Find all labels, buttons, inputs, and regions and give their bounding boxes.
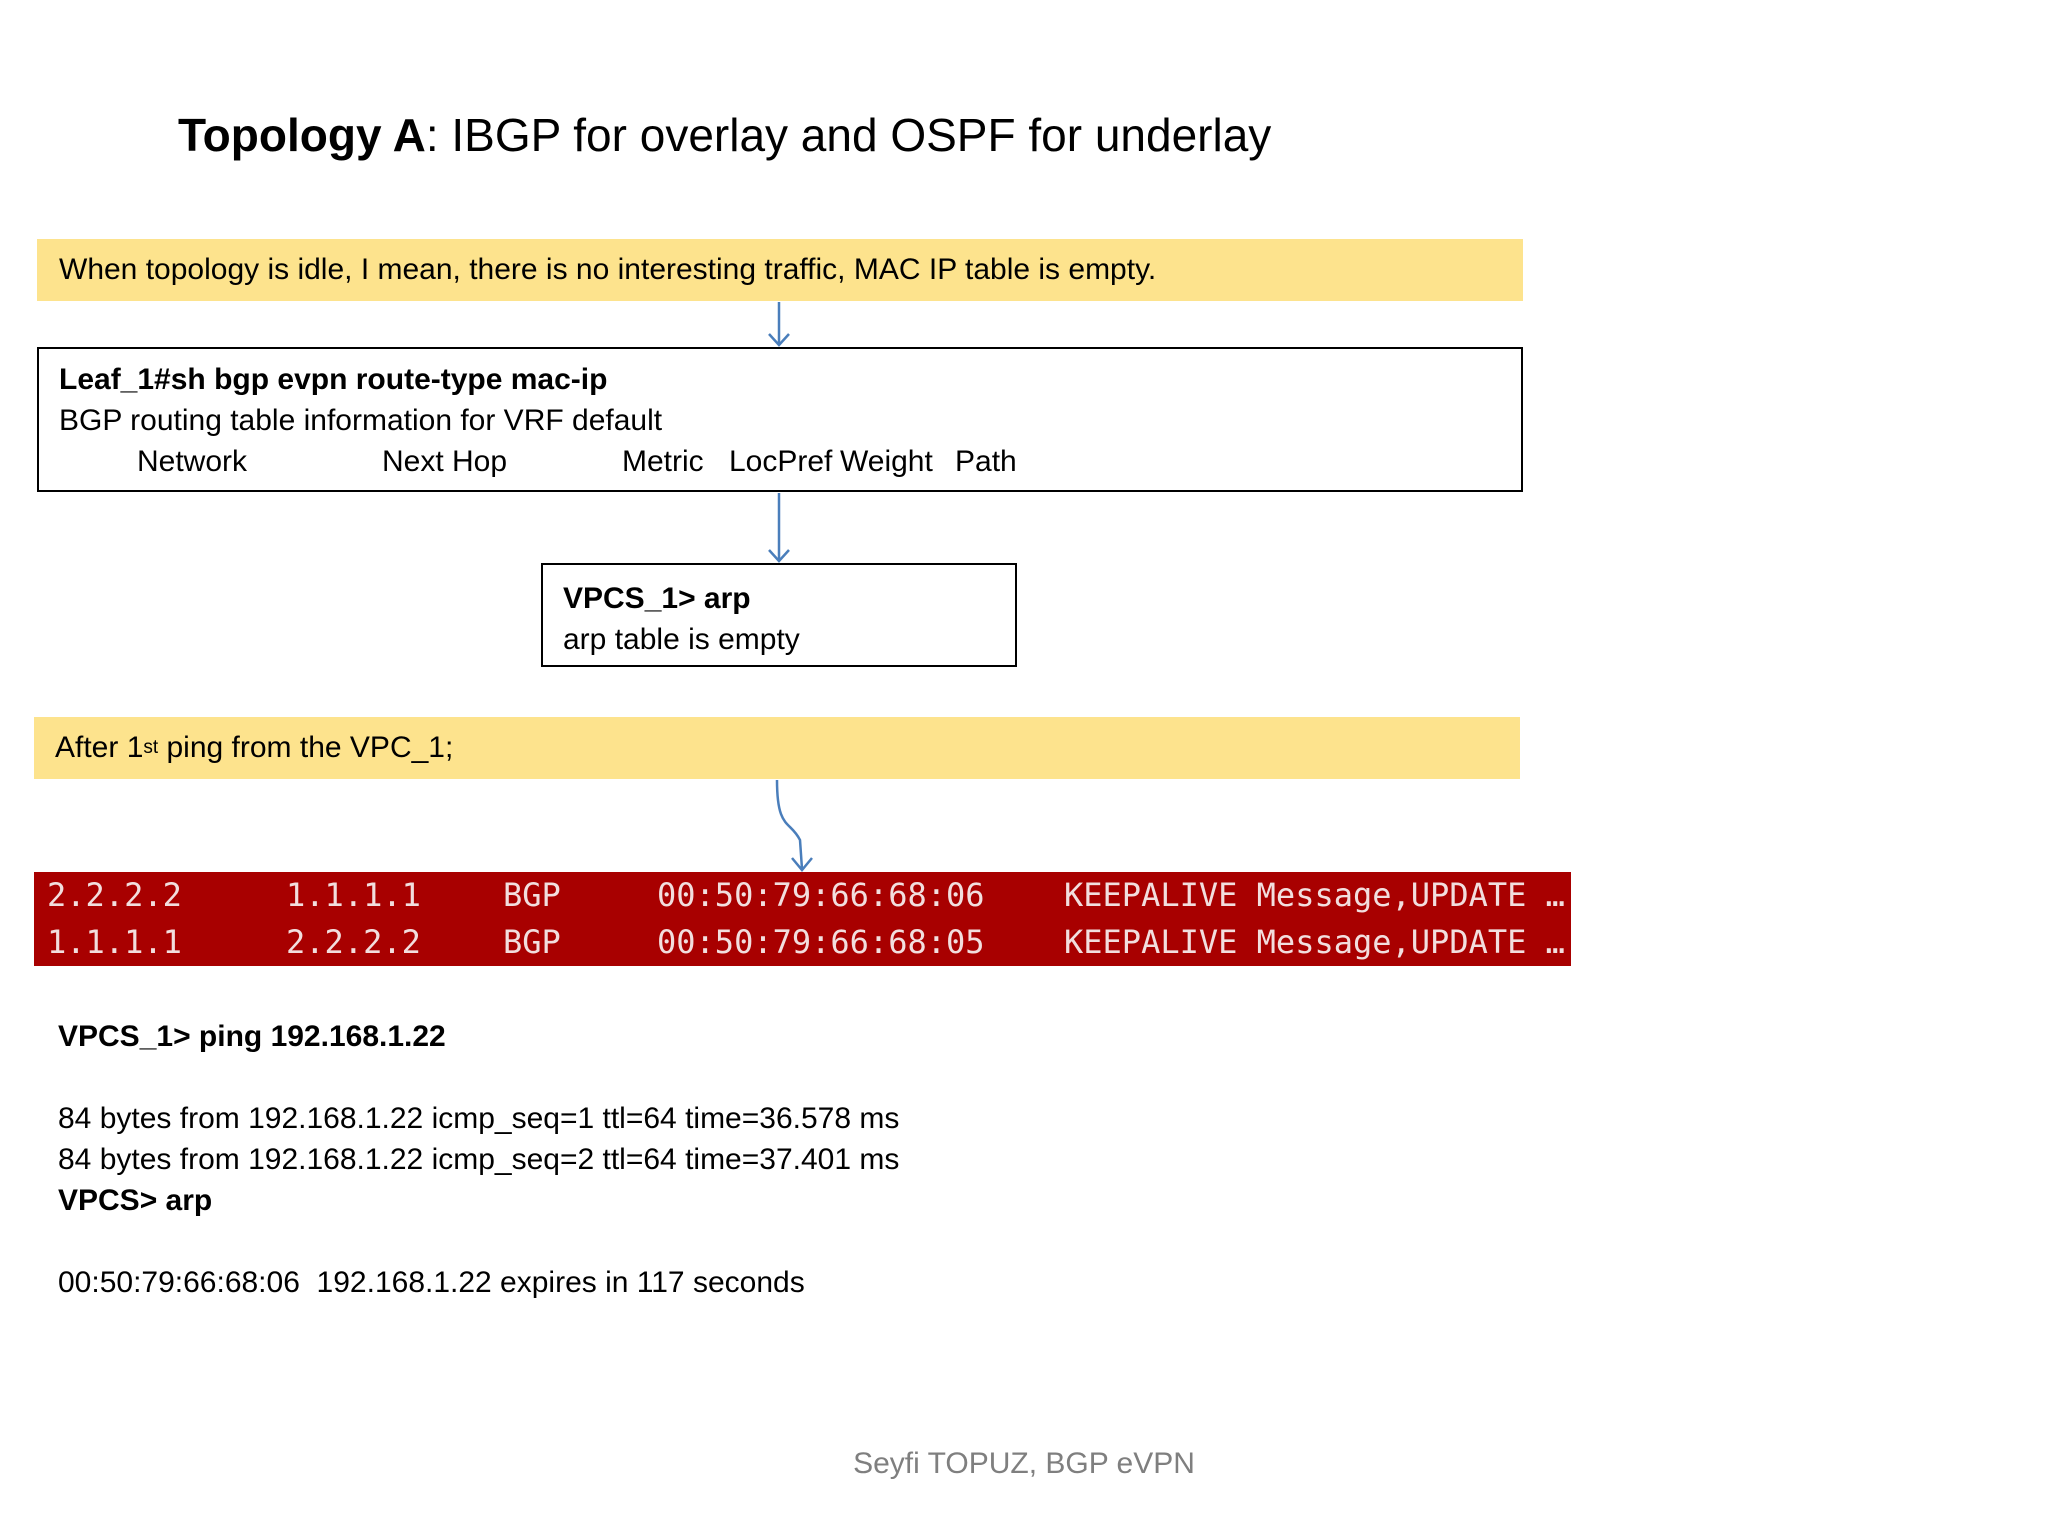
footer-credit: Seyfi TOPUZ, BGP eVPN <box>853 1447 1195 1480</box>
col-network: Network <box>137 445 248 478</box>
arp-entry: 00:50:79:66:68:06 192.168.1.22 expires in 117 seconds <box>58 1266 805 1299</box>
capture-row[interactable] <box>34 872 1565 919</box>
ping-reply-1: 84 bytes from 192.168.1.22 icmp_seq=1 ttl=64 time=36.578 ms <box>58 1102 900 1135</box>
bgp-table-info: BGP routing table information for VRF default <box>59 404 663 437</box>
capture-info: KEEPALIVE Message,UPDATE … <box>1064 923 1565 961</box>
capture-row[interactable] <box>34 919 1565 966</box>
ping-command: VPCS_1> ping 192.168.1.22 <box>58 1020 446 1053</box>
capture-mac: 00:50:79:66:68:06 <box>657 876 985 914</box>
title-rest: : IBGP for overlay and OSPF for underlay <box>425 109 1272 161</box>
after-ping-suffix: ping from the VPC_1; <box>158 731 454 764</box>
capture-proto: BGP <box>503 876 561 914</box>
arrow-3 <box>777 780 802 869</box>
col-path: Path <box>955 445 1017 478</box>
capture-src: 2.2.2.2 <box>47 876 182 914</box>
idle-banner-text: When topology is idle, I mean, there is no interesting traffic, MAC IP table is empty. <box>59 253 1157 286</box>
capture-proto: BGP <box>503 923 561 961</box>
col-weight: Weight <box>840 445 933 478</box>
title-bold: Topology A <box>178 109 426 161</box>
after-ping-sup: st <box>143 737 159 758</box>
after-ping-prefix: After 1 <box>55 731 144 764</box>
col-locpref: LocPref <box>729 445 833 478</box>
col-metric: Metric <box>622 445 704 478</box>
bgp-command: Leaf_1#sh bgp evpn route-type mac-ip <box>59 363 608 396</box>
col-next-hop: Next Hop <box>382 445 508 478</box>
capture-info: KEEPALIVE Message,UPDATE … <box>1064 876 1565 914</box>
ping-reply-2: 84 bytes from 192.168.1.22 icmp_seq=2 ttl=64 time=37.401 ms <box>58 1143 900 1176</box>
vpcs-arp-command: VPCS_1> arp <box>563 582 751 615</box>
arp-command: VPCS> arp <box>58 1184 213 1217</box>
vpcs-arp-result: arp table is empty <box>563 623 800 656</box>
capture-dst: 2.2.2.2 <box>286 923 421 961</box>
capture-src: 1.1.1.1 <box>47 923 182 961</box>
packet-capture-table <box>34 872 1571 966</box>
capture-dst: 1.1.1.1 <box>286 876 421 914</box>
capture-mac: 00:50:79:66:68:05 <box>657 923 985 961</box>
